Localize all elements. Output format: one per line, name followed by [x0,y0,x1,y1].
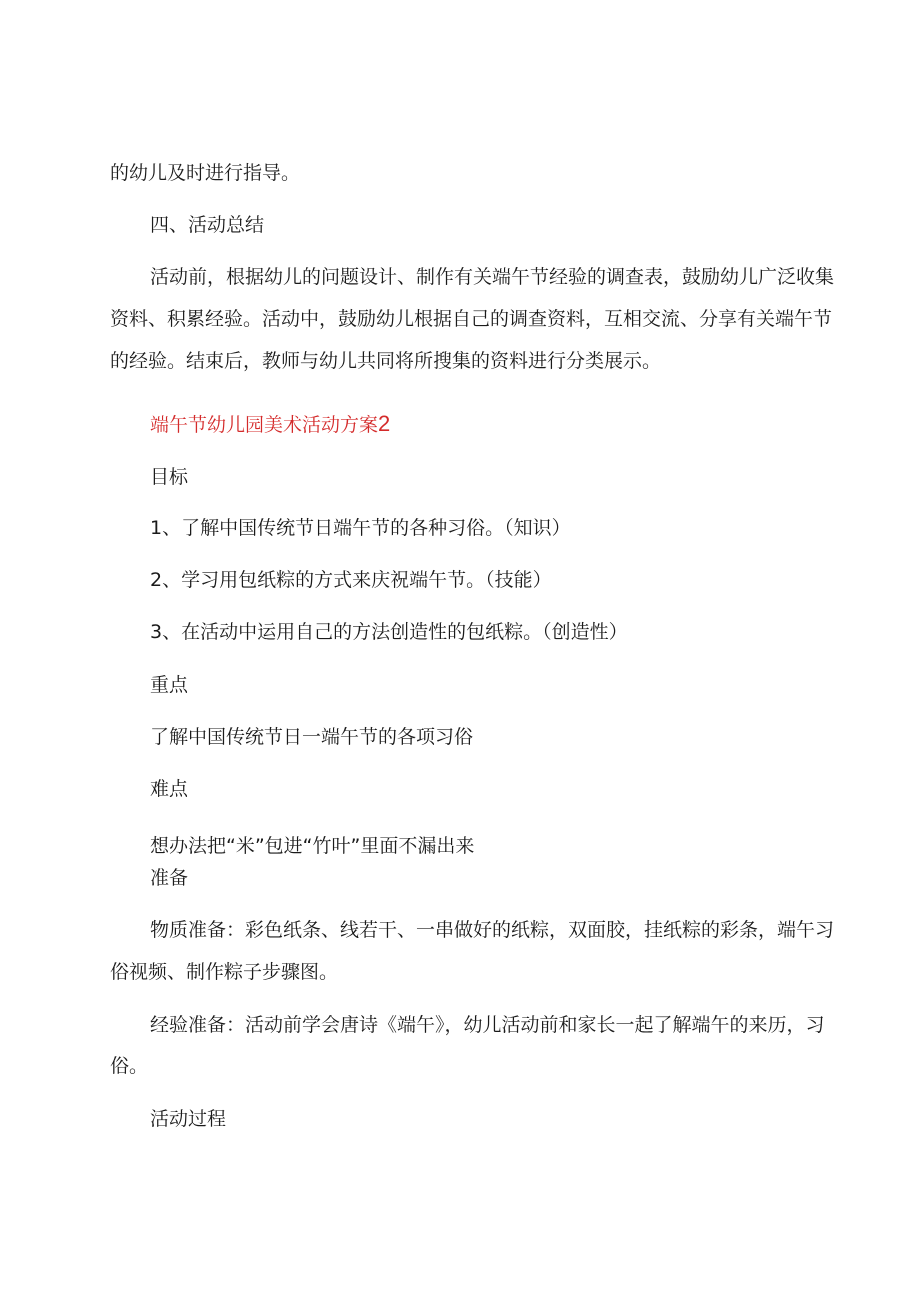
body-text-line: 的幼儿及时进行指导。 [110,162,301,184]
section-label: 难点 [150,778,189,800]
section-label: 活动过程 [150,1108,227,1130]
section-label: 目标 [150,466,189,488]
body-text-line: 想办法把“米”包进“竹叶”里面不漏出来 [150,835,475,857]
section-title: 四、活动总结 [150,214,265,236]
body-text-line: 俗。 [110,1055,149,1077]
article-heading [150,412,390,437]
article-heading-text: 端午节幼儿园美术活动方案 [150,414,379,436]
body-text-line: 活动前，根据幼儿的问题设计、制作有关端午节经验的调查表，鼓励幼儿广泛收集 [150,266,835,288]
body-text-line: 物质准备：彩色纸条、线若干、一串做好的纸粽，双面胶，挂纸粽的彩条，端午习 [150,919,835,941]
body-text-line: 的经验。结束后，教师与幼儿共同将所搜集的资料进行分类展示。 [110,350,662,372]
list-item: 3、在活动中运用自己的方法创造性的包纸粽。（创造性） [150,621,628,643]
section-label: 重点 [150,674,189,696]
section-label: 准备 [150,867,189,889]
body-text-line: 经验准备：活动前学会唐诗《端午》，幼儿活动前和家长一起了解端午的来历，习 [150,1014,825,1036]
article-heading-number: 2 [378,411,391,436]
list-item: 2、学习用包纸粽的方式来庆祝端午节。（技能） [150,569,552,591]
body-text-line: 资料、积累经验。活动中，鼓励幼儿根据自己的调查资料，互相交流、分享有关端午节 [110,308,833,330]
list-item: 1、了解中国传统节日端午节的各种习俗。（知识） [150,517,571,539]
body-text-line: 了解中国传统节日一端午节的各项习俗 [150,726,474,748]
body-text-line: 俗视频、制作粽子步骤图。 [110,961,339,983]
